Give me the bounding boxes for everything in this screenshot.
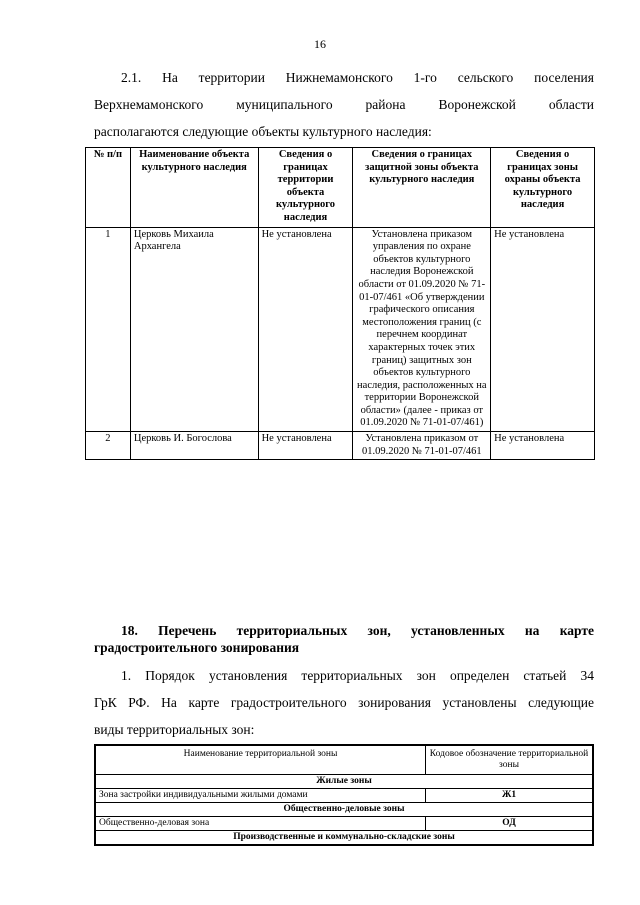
territorial-zones-table bbox=[94, 744, 594, 846]
table-row bbox=[95, 817, 593, 831]
cell-protection-zone: Не установлена bbox=[491, 432, 595, 460]
heritage-objects-table bbox=[85, 147, 595, 460]
cell-protection-zone: Не установлена bbox=[491, 227, 595, 432]
cell-zone-name: Зона застройки индивидуальными жилыми домами bbox=[95, 789, 426, 803]
table-row bbox=[86, 432, 595, 460]
column-header-territory: Сведения о границах территории объекта культурного наследия bbox=[258, 148, 353, 228]
paragraph-line: располагаются следующие объекты культурного наследия: bbox=[94, 124, 432, 139]
group-label-public-business: Общественно-деловые зоны bbox=[95, 803, 593, 817]
cell-name: Церковь Михаила Архангела bbox=[130, 227, 258, 432]
cell-territory: Не установлена bbox=[258, 432, 353, 460]
column-header-zone-code: Кодовое обозначение территориальной зоны bbox=[426, 745, 593, 775]
table-row bbox=[95, 789, 593, 803]
group-label-residential: Жилые зоны bbox=[95, 775, 593, 789]
column-header-zone-name: Наименование территориальной зоны bbox=[95, 745, 426, 775]
paragraph-line: виды территориальных зон: bbox=[94, 722, 255, 737]
section-heading bbox=[94, 622, 594, 656]
cell-zone-name: Общественно-деловая зона bbox=[95, 817, 426, 831]
cell-zone-code: Ж1 bbox=[426, 789, 593, 803]
table-row bbox=[86, 227, 595, 432]
section-heading-line: 18. Перечень территориальных зон, установленных на карте bbox=[121, 623, 594, 638]
zones-paragraph bbox=[94, 662, 594, 743]
paragraph-line: 2.1. На территории Нижнемамонского 1-го сельского поселения bbox=[121, 70, 594, 85]
group-row bbox=[95, 831, 593, 846]
paragraph-line: ГрК РФ. На карте градостроительного зонирования установлены следующие bbox=[94, 695, 594, 710]
page-number: 16 bbox=[314, 37, 326, 51]
table-header-row bbox=[86, 148, 595, 228]
cell-protective-zone: Установлена приказом управления по охране объектов культурного наследия Воронежской области от 01.09.2020 № 71-01-07/461 «Об утверждении графического описания местоположения границ (с перечнем координат характерных точек этих границ) защитных зон объектов культурного наследия, расположенных на территории Воронежской области» (далее - приказ от 01.09.2020 № 71-01-07/461) bbox=[353, 227, 491, 432]
group-row bbox=[95, 775, 593, 789]
table-header-row bbox=[95, 745, 593, 775]
cell-number: 2 bbox=[86, 432, 131, 460]
column-header-protective-zone: Сведения о границах защитной зоны объекта культурного наследия bbox=[353, 148, 491, 228]
cell-number: 1 bbox=[86, 227, 131, 432]
paragraph-line: 1. Порядок установления территориальных зон определен статьей 34 bbox=[121, 668, 594, 683]
group-label-industrial: Производственные и коммунально-складские зоны bbox=[95, 831, 593, 846]
intro-paragraph bbox=[94, 64, 594, 145]
column-header-protection-zone: Сведения о границах зоны охраны объекта культурного наследия bbox=[491, 148, 595, 228]
paragraph-line: Верхнемамонского муниципального района Воронежской области bbox=[94, 97, 594, 112]
column-header-name: Наименование объекта культурного наследия bbox=[130, 148, 258, 228]
group-row bbox=[95, 803, 593, 817]
cell-name: Церковь И. Богослова bbox=[130, 432, 258, 460]
column-header-number: № п/п bbox=[86, 148, 131, 228]
section-heading-line: градостроительного зонирования bbox=[94, 640, 300, 655]
cell-territory: Не установлена bbox=[258, 227, 353, 432]
cell-protective-zone: Установлена приказом от 01.09.2020 № 71-01-07/461 bbox=[353, 432, 491, 460]
cell-zone-code: ОД bbox=[426, 817, 593, 831]
